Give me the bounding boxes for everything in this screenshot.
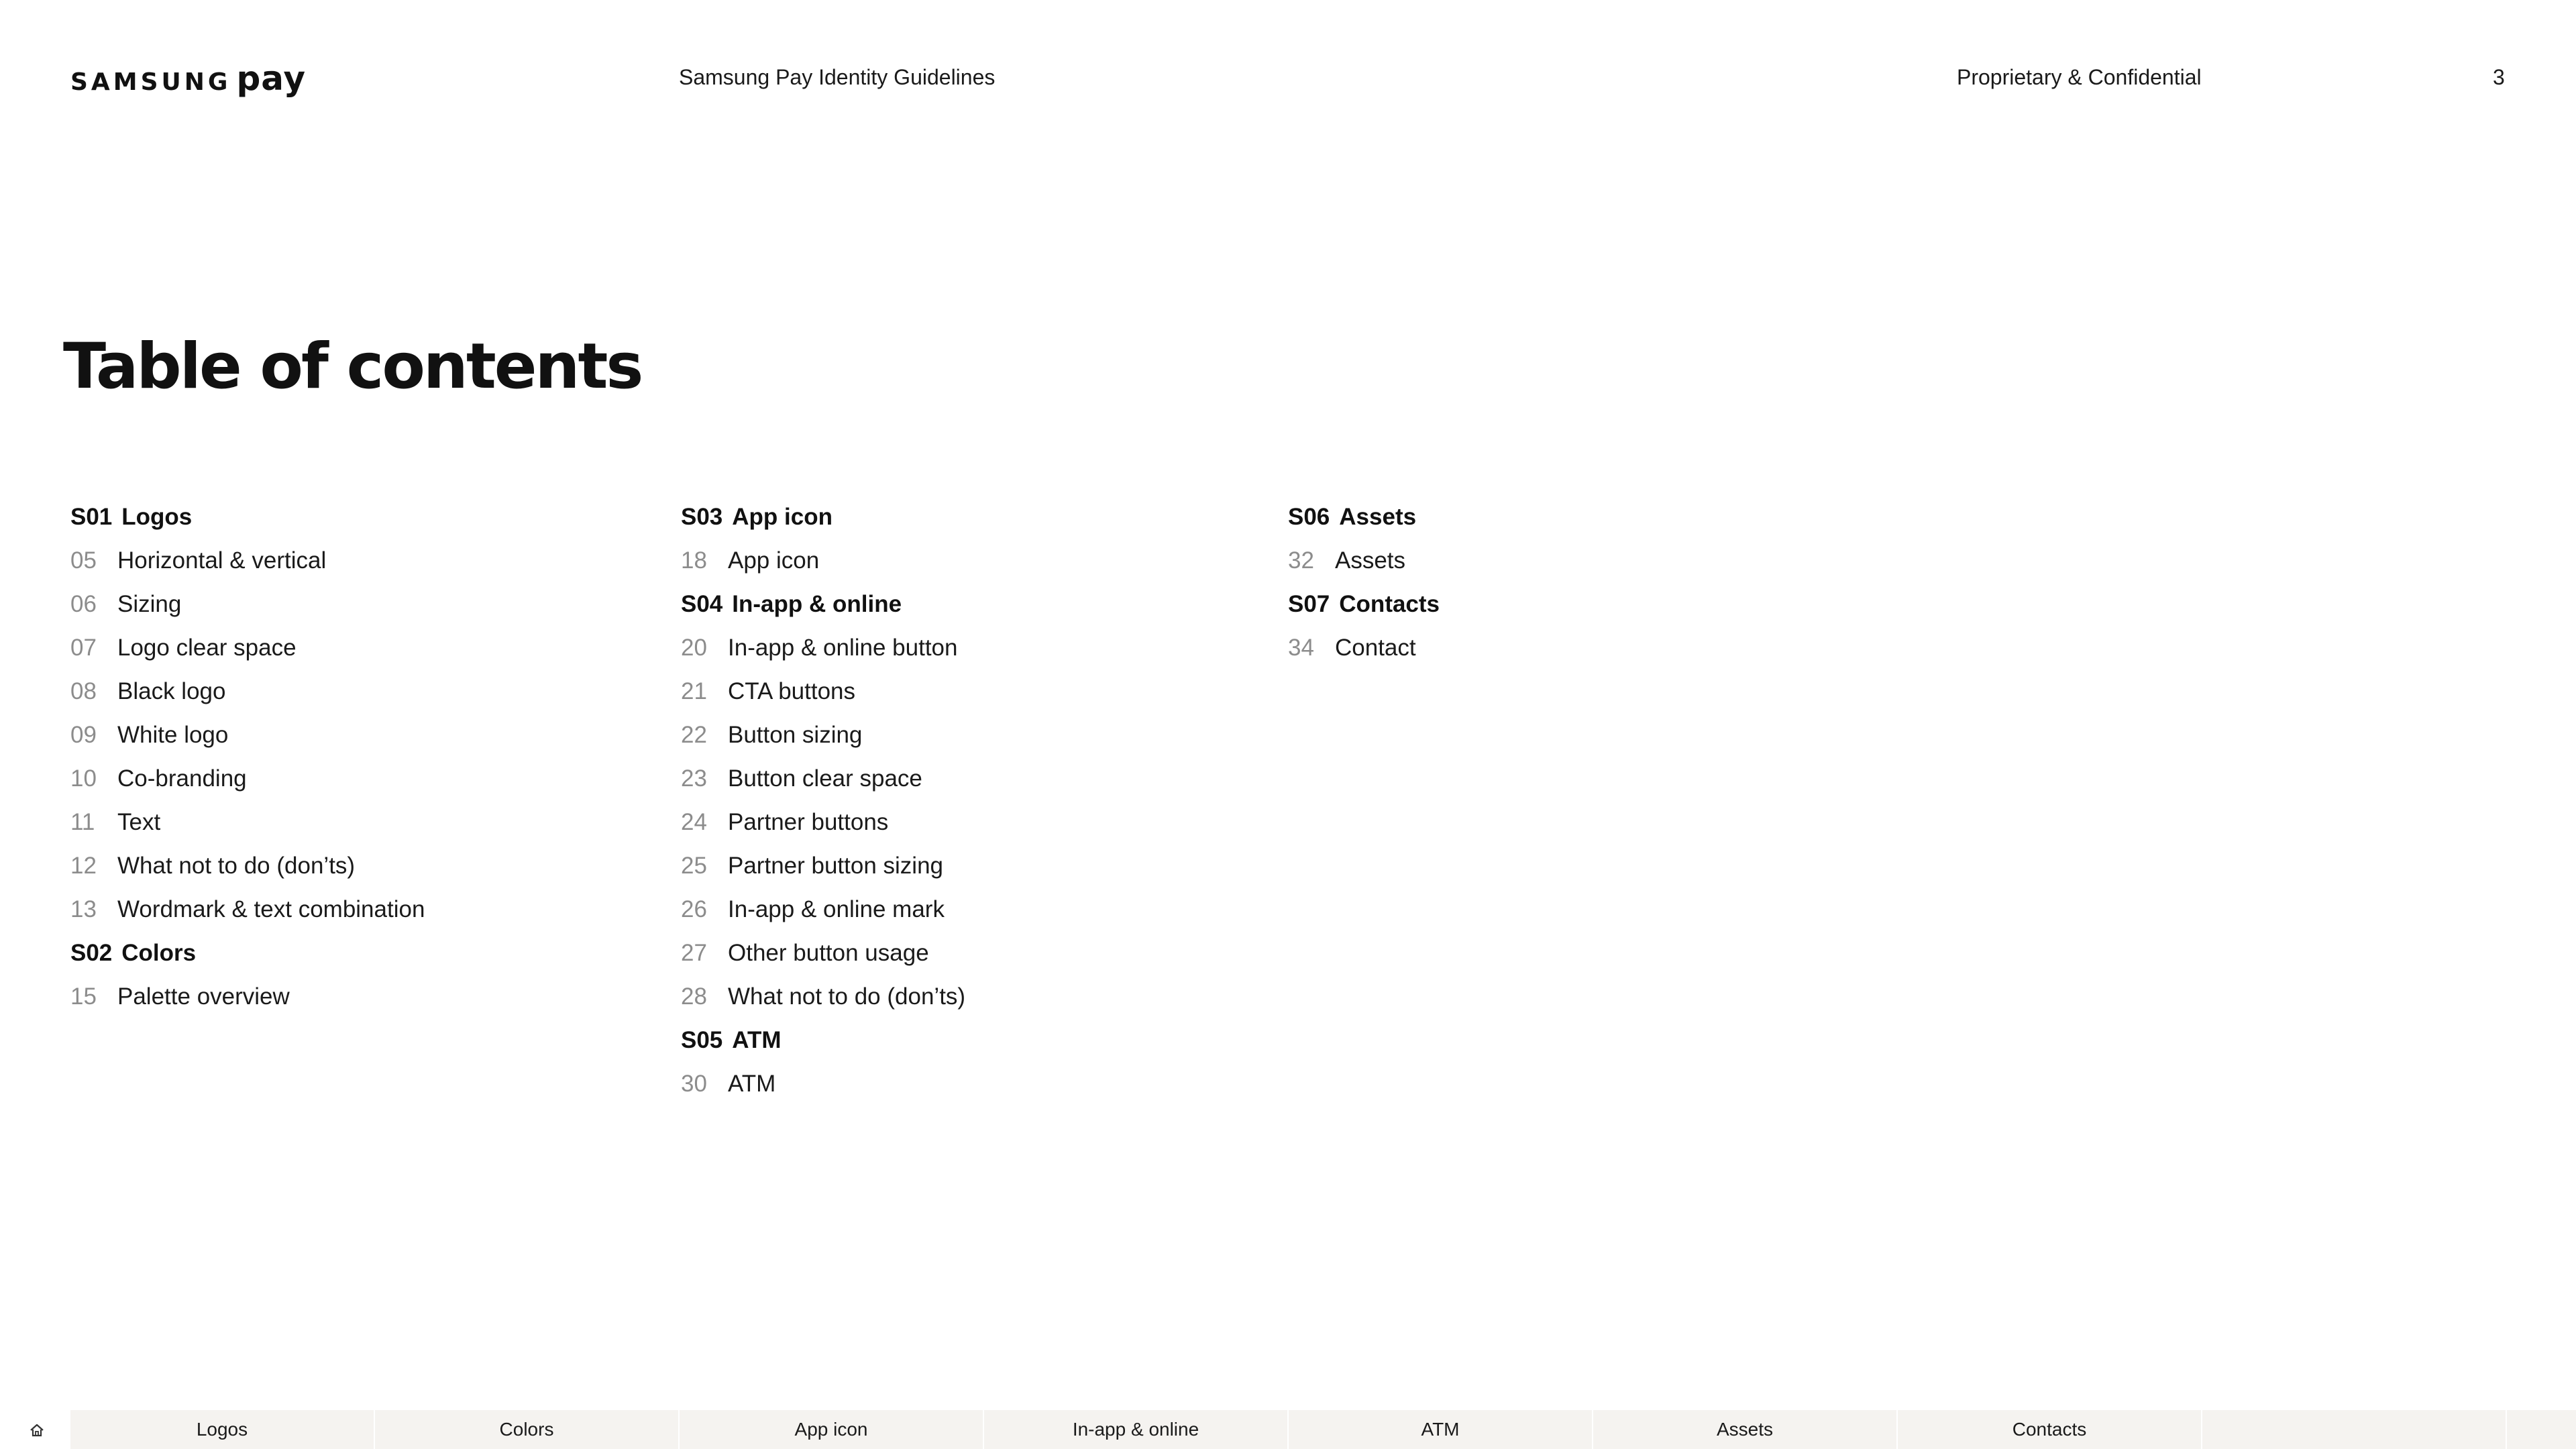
toc-entry[interactable] (681, 539, 965, 582)
toc-entry-page-number: 34 (1288, 634, 1314, 661)
toc-entry-page-number: 20 (681, 634, 707, 661)
toc-entry-label: App icon (728, 547, 820, 574)
toc-section-code: S06 (1288, 503, 1330, 530)
toc-entry-page-number: 07 (70, 634, 97, 661)
toc-entry-page-number: 15 (70, 983, 97, 1010)
toc-entry-page-number: 28 (681, 983, 707, 1010)
toc-entry[interactable] (70, 975, 425, 1018)
toc-entry-page-number: 32 (1288, 547, 1314, 574)
samsung-pay-logo (70, 59, 306, 98)
toc-section-label: Colors (121, 939, 197, 966)
toc-section-label: Logos (121, 503, 193, 530)
toc-entry[interactable] (70, 800, 425, 844)
logo-samsung-wordmark: SAMSUNG (70, 68, 231, 96)
toc-entry-page-number: 27 (681, 939, 707, 966)
toc-section-label: In-app & online (732, 590, 902, 617)
toc-entry[interactable] (70, 626, 425, 669)
toc-entry-label: Button sizing (728, 721, 863, 748)
toc-entry-label: Wordmark & text combination (117, 896, 425, 922)
toc-entry[interactable] (681, 626, 965, 669)
toc-section-heading[interactable] (70, 931, 425, 975)
toc-entry[interactable] (70, 539, 425, 582)
section-nav-bar (70, 1410, 2576, 1449)
toc-entry-page-number: 22 (681, 721, 707, 748)
home-icon[interactable] (30, 1424, 44, 1437)
toc-entry-label: Text (117, 808, 161, 835)
toc-entry[interactable] (70, 888, 425, 931)
toc-entry-label: Sizing (117, 590, 182, 617)
toc-section-heading[interactable] (681, 1018, 965, 1062)
toc-entry[interactable] (70, 669, 425, 713)
toc-entry-page-number: 21 (681, 678, 707, 704)
toc-section-label: App icon (732, 503, 833, 530)
toc-entry[interactable] (681, 844, 965, 888)
nav-tab-colors[interactable]: Colors (375, 1410, 680, 1449)
toc-entry-label: Horizontal & vertical (117, 547, 327, 574)
toc-entry-label: Button clear space (728, 765, 922, 792)
toc-entry-page-number: 26 (681, 896, 707, 922)
nav-tab-contacts[interactable]: Contacts (1898, 1410, 2202, 1449)
toc-entry[interactable] (1288, 626, 1440, 669)
toc-column-3 (1288, 495, 1440, 669)
toc-entry-label: Contact (1335, 634, 1416, 661)
toc-entry-label: Assets (1335, 547, 1406, 574)
page-title: Table of contents (63, 330, 642, 403)
toc-section-code: S01 (70, 503, 113, 530)
toc-entry[interactable] (681, 757, 965, 800)
toc-entry-label: Partner button sizing (728, 852, 944, 879)
toc-entry-label: In-app & online mark (728, 896, 945, 922)
toc-entry-label: Logo clear space (117, 634, 297, 661)
toc-entry[interactable] (1288, 539, 1440, 582)
toc-entry-label: Palette overview (117, 983, 290, 1010)
nav-tab-empty (2202, 1410, 2507, 1449)
toc-entry-label: Other button usage (728, 939, 929, 966)
toc-entry[interactable] (70, 844, 425, 888)
toc-entry[interactable] (681, 931, 965, 975)
toc-section-heading[interactable] (681, 582, 965, 626)
toc-entry-label: White logo (117, 721, 229, 748)
toc-section-heading[interactable] (1288, 495, 1440, 539)
nav-tab-atm[interactable]: ATM (1289, 1410, 1593, 1449)
toc-entry-page-number: 11 (70, 808, 95, 835)
toc-entry-page-number: 12 (70, 852, 97, 879)
toc-entry[interactable] (70, 757, 425, 800)
toc-entry-label: Partner buttons (728, 808, 889, 835)
toc-column-1 (70, 495, 425, 1018)
nav-tab-app-icon[interactable]: App icon (680, 1410, 984, 1449)
toc-entry[interactable] (681, 1062, 965, 1106)
toc-entry-page-number: 24 (681, 808, 707, 835)
toc-entry-page-number: 06 (70, 590, 97, 617)
nav-tab-logos[interactable]: Logos (70, 1410, 375, 1449)
toc-section-code: S07 (1288, 590, 1330, 617)
toc-entry[interactable] (681, 800, 965, 844)
toc-entry-label: Co-branding (117, 765, 247, 792)
toc-section-code: S03 (681, 503, 723, 530)
toc-entry-page-number: 30 (681, 1070, 707, 1097)
nav-tab-assets[interactable]: Assets (1593, 1410, 1898, 1449)
toc-entry[interactable] (681, 713, 965, 757)
toc-section-heading[interactable] (681, 495, 965, 539)
toc-entry-page-number: 08 (70, 678, 97, 704)
toc-entry-label: Black logo (117, 678, 226, 704)
nav-tab-in-app-online[interactable]: In-app & online (984, 1410, 1289, 1449)
toc-entry-page-number: 18 (681, 547, 707, 574)
page-number: 3 (2493, 65, 2505, 89)
logo-pay-wordmark: pay (236, 59, 307, 98)
toc-entry-label: CTA buttons (728, 678, 856, 704)
toc-section-label: Assets (1339, 503, 1417, 530)
toc-entry-page-number: 05 (70, 547, 97, 574)
toc-entry[interactable] (70, 713, 425, 757)
toc-entry[interactable] (70, 582, 425, 626)
toc-entry-label: What not to do (don’ts) (728, 983, 966, 1010)
toc-entry-label: ATM (728, 1070, 776, 1097)
toc-entry-page-number: 09 (70, 721, 97, 748)
toc-section-heading[interactable] (70, 495, 425, 539)
toc-section-heading[interactable] (1288, 582, 1440, 626)
toc-section-label: ATM (732, 1026, 782, 1053)
toc-entry-page-number: 13 (70, 896, 97, 922)
confidential-label: Proprietary & Confidential (1957, 65, 2202, 89)
toc-section-code: S02 (70, 939, 113, 966)
toc-section-label: Contacts (1339, 590, 1440, 617)
toc-entry-page-number: 10 (70, 765, 97, 792)
document-title: Samsung Pay Identity Guidelines (679, 65, 996, 89)
toc-entry-page-number: 23 (681, 765, 707, 792)
toc-entry-label: In-app & online button (728, 634, 958, 661)
toc-entry[interactable] (681, 888, 965, 931)
toc-entry[interactable] (681, 669, 965, 713)
toc-section-code: S04 (681, 590, 723, 617)
toc-column-2 (681, 495, 965, 1106)
toc-entry[interactable] (681, 975, 965, 1018)
toc-entry-page-number: 25 (681, 852, 707, 879)
toc-entry-label: What not to do (don’ts) (117, 852, 356, 879)
toc-section-code: S05 (681, 1026, 723, 1053)
